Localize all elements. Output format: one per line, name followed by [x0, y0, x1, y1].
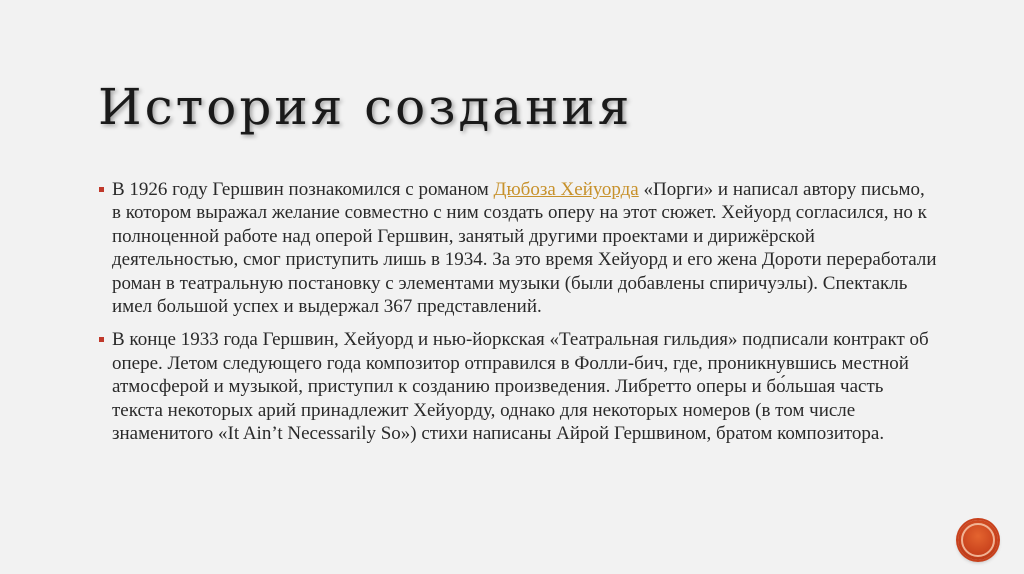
slide-content	[98, 178, 938, 455]
bullet-item-2	[98, 328, 938, 445]
circle-nav-button-icon[interactable]	[958, 520, 998, 560]
bullet-item-1	[98, 178, 938, 318]
slide-title: История создания	[98, 78, 633, 136]
nav-button-ring	[961, 523, 995, 557]
paragraph-2-text: В конце 1933 года Гершвин, Хейуорд и нью-йоркская «Театральная гильдия» подписали контракт об опере. Летом следующего года композитор отправился в Фолли-бич, где, проникнувшись местной атмосферой и музыкой, приступил к созданию произведения. Либретто оперы и бо́льшая часть текста некоторых арий принадлежит Хейуорду, однако для некоторых номеров (в том числе знаменитого «It Ain’t Necessarily So») стихи написаны Айрой Гершвином, братом композитора.	[112, 329, 929, 445]
paragraph-1-after: «Порги» и написал автору письмо, в котором выражал желание совместно с ним создать оперу на этот сюжет. Хейуорд согласился, но к полноценной работе над оперой Гершвин, занятый другими проектами и дирижёрской деятельностью, смог приступить лишь в 1934. За это время Хейуорд и его жена Дороти переработали роман в театральную постановку с элементами музыки (были добавлены спиричуэлы). Спектакль имел большой успех и выдержал 367 представлений.	[112, 179, 937, 318]
square-bullet-icon	[99, 187, 104, 192]
paragraph-1-before: В 1926 году Гершвин познакомился с романом	[112, 179, 494, 200]
square-bullet-icon	[99, 337, 104, 342]
author-link[interactable]: Дюбоза Хейуорда	[493, 179, 639, 200]
